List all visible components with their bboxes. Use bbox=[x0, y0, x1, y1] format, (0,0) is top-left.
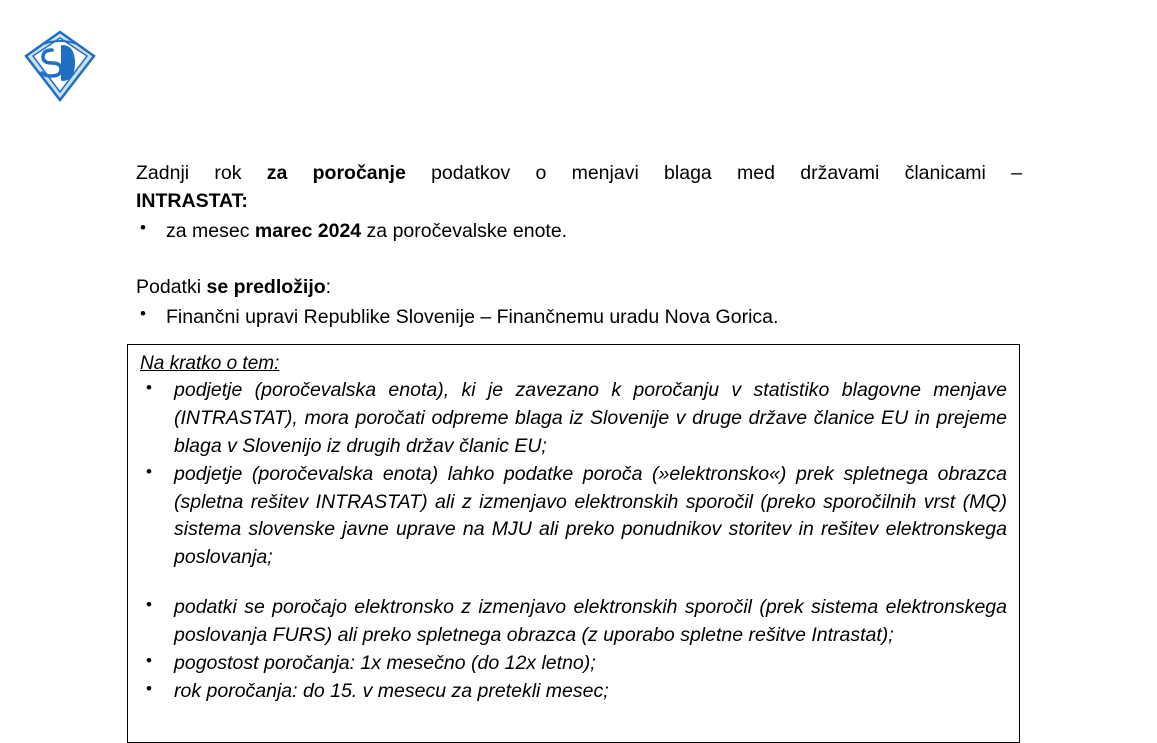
list-item: • podjetje (poročevalska enota), ki je zavezano k poročanju v statistiko blagovne menjave (INTRASTAT), mora poročati odpreme blaga iz Slovenije v druge države članice EU in prejeme blaga v Slovenijo iz drugih držav članic EU; bbox=[138, 377, 1007, 461]
list-item: • rok poročanja: do 15. v mesecu za pretekli mesec; bbox=[138, 678, 1007, 706]
list-item bbox=[136, 217, 1022, 245]
intro-line-1 bbox=[136, 160, 1022, 188]
sd-diamond-logo-icon bbox=[22, 30, 98, 102]
intro-text-2: podatkov o menjavi blaga med državami članicami – bbox=[405, 162, 1022, 184]
intro-bullet-pre: za mesec bbox=[166, 220, 255, 243]
list-item: • Finančni upravi Republike Slovenije – Finančnemu uradu Nova Gorica. bbox=[136, 303, 1022, 331]
intro-space-1 bbox=[287, 162, 312, 184]
intro-bold-porocanje: poročanje bbox=[312, 162, 406, 184]
intro-text-1: Zadnji rok bbox=[136, 162, 267, 184]
submission-bullet-list bbox=[136, 303, 1022, 331]
intro-bold-za: za bbox=[266, 162, 288, 184]
intro-line-2: INTRASTAT: bbox=[136, 189, 248, 212]
list-item: • podjetje (poročevalska enota) lahko podatke poroča (»elektronsko«) prek spletnega obrazca (spletna rešitev INTRASTAT) ali z izmenjavo elektronskih sporočil (preko sporočilnih vrst (MQ) sistema slovenske javne uprave na MJU ali preko ponudnikov storitev in rešitev elektronskega poslovanja; bbox=[138, 461, 1007, 573]
submission-title-post: : bbox=[325, 275, 332, 298]
intro-bullet-list bbox=[136, 217, 1022, 245]
submission-title-pre: Podatki bbox=[136, 275, 207, 298]
intro-bullet-bold: marec 2024 bbox=[254, 220, 362, 243]
document-content bbox=[136, 160, 1022, 332]
submission-title-bold: se predložijo bbox=[206, 275, 326, 298]
summary-box-title: Na kratko o tem: bbox=[140, 353, 280, 374]
summary-box bbox=[127, 344, 1020, 743]
summary-box-list bbox=[138, 377, 1007, 706]
list-item: • podatki se poročajo elektronsko z izmenjavo elektronskih sporočil (prek sistema elektronskega poslovanja FURS) ali preko spletnega obrazca (z uporabo spletne rešitve Intrastat); bbox=[138, 594, 1007, 650]
list-item: • pogostost poročanja: 1x mesečno (do 12x letno); bbox=[138, 650, 1007, 678]
intro-bullet-post: za poročevalske enote. bbox=[361, 220, 568, 243]
submission-title bbox=[136, 274, 1022, 302]
